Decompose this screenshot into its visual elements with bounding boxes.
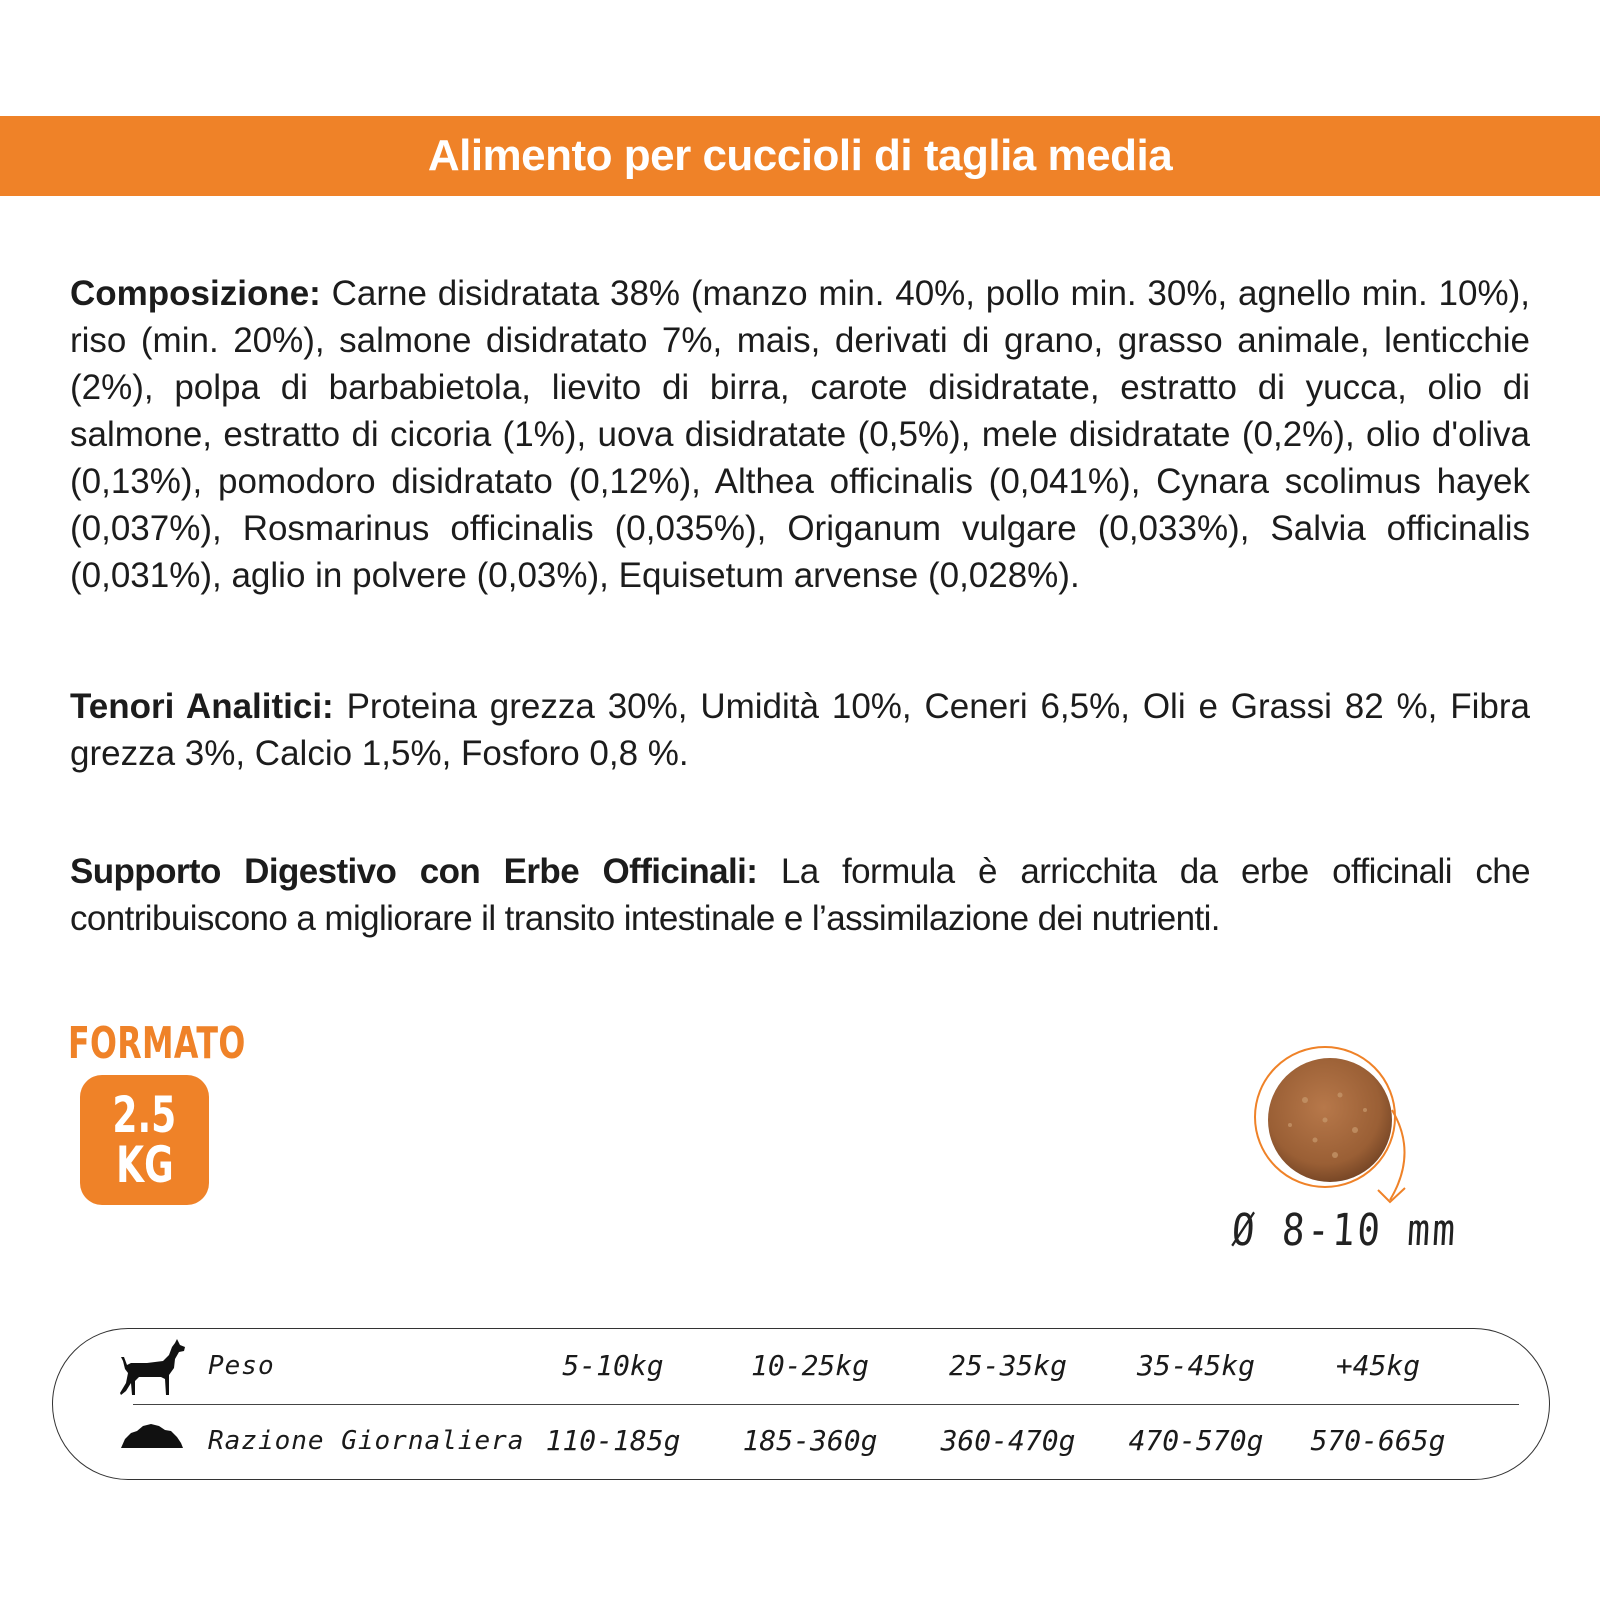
weight-cell: 10-25kg [750, 1349, 870, 1382]
ration-cell: 470-570g [1128, 1424, 1264, 1457]
ration-row-label: Razione Giornaliera [208, 1426, 525, 1456]
weight-row-label: Peso [208, 1351, 275, 1381]
kibble-image [1220, 1040, 1450, 1210]
weight-cell: +45kg [1335, 1349, 1421, 1382]
weight-cell: 35-45kg [1136, 1349, 1256, 1382]
formato-badge [80, 1075, 209, 1205]
kibble-arrow [1390, 1110, 1405, 1200]
page-title: Alimento per cuccioli di taglia media [427, 131, 1173, 180]
composition-label: Composizione: [70, 274, 321, 313]
ration-cell: 360-470g [940, 1424, 1076, 1457]
title-banner [0, 116, 1600, 196]
composition-text: Carne disidratata 38% (manzo min. 40%, pollo min. 30%, agnello min. 10%), riso (min. 20%), salmone disidratato 7%, mais, derivati di grano, grasso animale, lenticchie (2%), polpa di barbabietola, lievito di birra, carote disidratate, estratto di yucca, olio di salmone, estratto di cicoria (1%), uova disidratate (0,5%), mele disidratate (0,2%), olio d'oliva (0,13%), pomodoro disidratato (0,12%), Althea officinalis (0,041%), Cynara scolimus hayek (0,037%), Rosmarinus officinalis (0,035%), Origanum vulgare (0,033%), Salvia officinalis (0,031%), aglio in polvere (0,03%), Equisetum arvense (0,028%). [70, 274, 1530, 595]
formato-value: 2.5 [112, 1086, 177, 1144]
support-label: Supporto Digestivo con Erbe Officinali: [70, 852, 758, 891]
kibble-ball [1268, 1058, 1392, 1182]
ration-cell: 110-185g [545, 1424, 681, 1457]
analytical-text: Proteina grezza 30%, Umidità 10%, Ceneri 6,5%, Oli e Grassi 82 %, Fibra grezza 3%, Calcio 1,5%, Fosforo 0,8 %. [70, 687, 1530, 773]
ration-cell: 570-665g [1310, 1424, 1446, 1457]
analytical-label: Tenori Analitici: [70, 687, 334, 726]
weight-cell: 25-35kg [948, 1349, 1068, 1382]
support-text: La formula è arricchita da erbe officinali che contribuiscono a migliorare il transito intestinale e l’assimilazione dei nutrienti. [70, 852, 1530, 938]
weight-cell: 5-10kg [562, 1349, 664, 1382]
kibble-size-label: Ø 8-10 mm [1230, 1205, 1460, 1256]
composition-paragraph [70, 270, 1530, 599]
analytical-paragraph [70, 683, 1530, 777]
feeding-table [52, 1328, 1550, 1480]
food-pile-icon [121, 1421, 183, 1449]
dog-icon [117, 1335, 189, 1399]
formato-unit: KG [115, 1136, 174, 1194]
support-paragraph [70, 848, 1530, 942]
table-divider [133, 1404, 1519, 1405]
formato-label: FORMATO [68, 1018, 246, 1069]
ration-cell: 185-360g [742, 1424, 878, 1457]
